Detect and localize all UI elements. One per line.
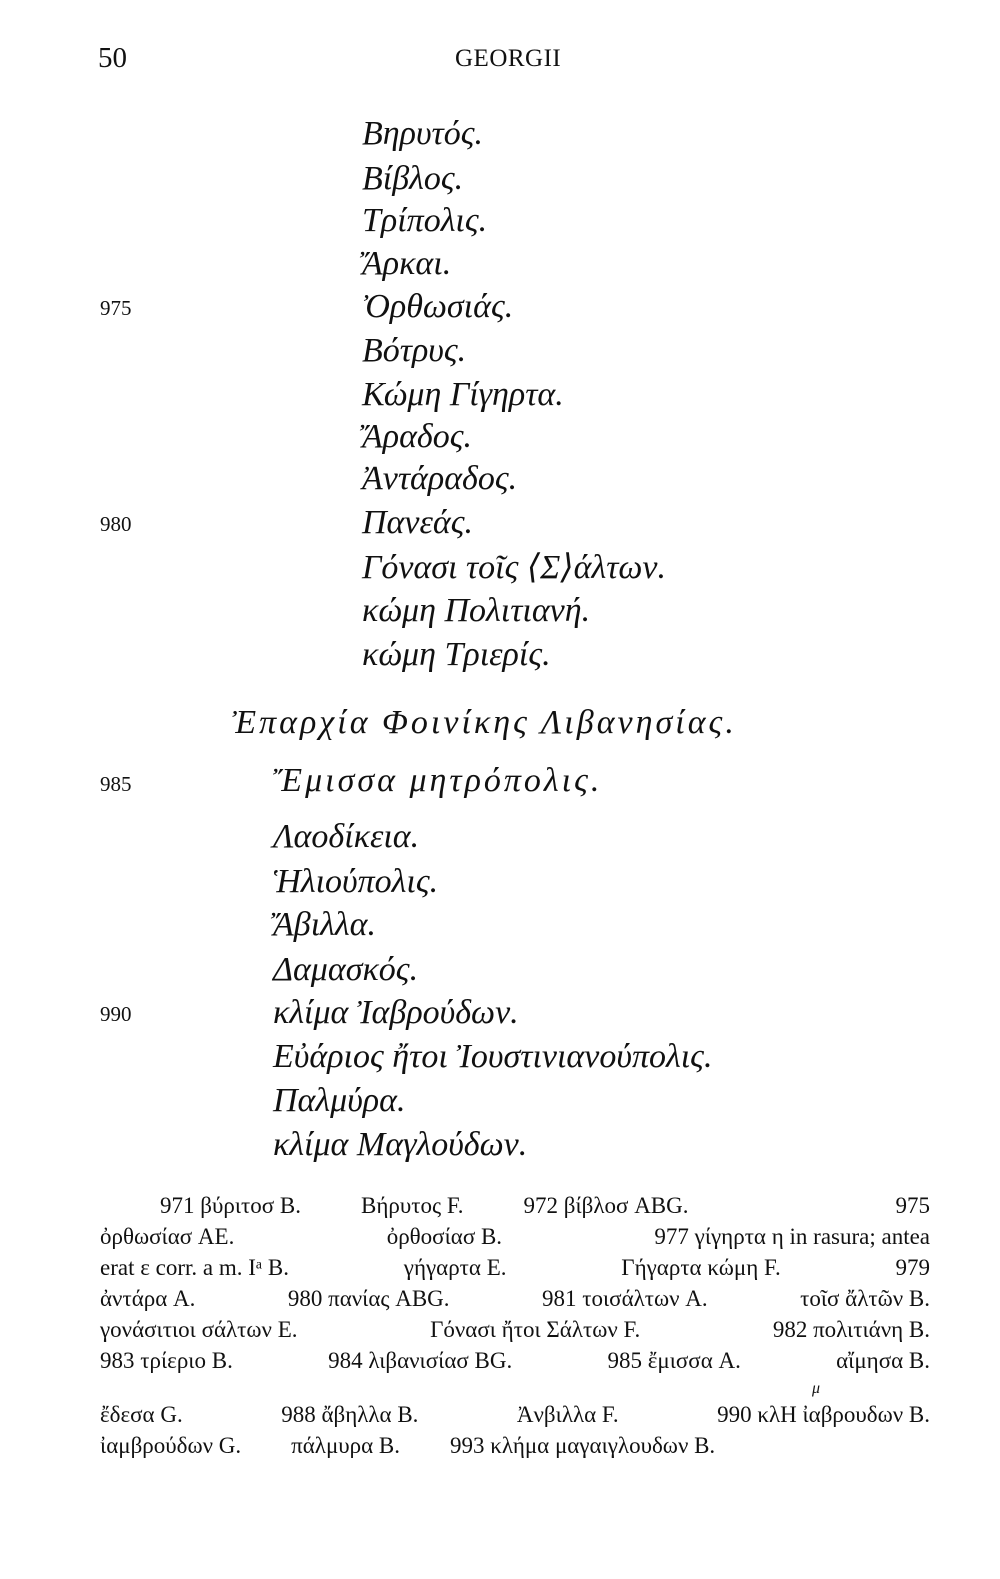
text-line: κώμη Πολιτιανή. [362,592,591,629]
apparatus-entry: ὀρθωσίασ AE. [100,1224,235,1249]
apparatus-entry: 982 πολιτιάνη B. [772,1317,930,1342]
section-heading: Ἐπαρχία Φοινίκης Λιβανησίας. [232,704,737,741]
apparatus-entry: 990 κλΗ ἰαβρουδων B. [717,1402,930,1427]
apparatus-entry: γήγαρτα E. [403,1255,507,1280]
text-line: κλίμα Ἰαβρούδων. [273,994,519,1031]
text-line: Βότρυς. [362,332,467,369]
text-line: Ἄβιλλα. [273,906,376,943]
apparatus-entry: 975 [895,1193,930,1218]
page-number: 50 [98,42,127,74]
text-line: Ἀντάραδος. [362,460,518,497]
apparatus-entry: 984 λιβανισίασ BG. [328,1348,513,1373]
line-number: 990 [100,1002,132,1026]
line-number: 975 [100,296,132,320]
apparatus-entry: 993 κλήμα μαγαιγλουδων B. [450,1433,716,1458]
apparatus-line [100,1345,930,1376]
text-line: Βηρυτός. [362,115,484,152]
text-line: Δαμασκός. [273,951,419,988]
running-title: GEORGII [455,45,562,72]
apparatus-entry: 977 γίγηρτα η in rasura; antea [654,1224,930,1249]
text-line: Εὐάριος ἤτοι Ἰουστινιανούπολις. [273,1038,713,1075]
text-line: Ἡλιούπολις. [273,863,439,900]
text-line: Ἄρκαι. [362,245,452,282]
text-line: κώμη Τριερίς. [362,636,551,673]
text-line: Παλμύρα. [273,1082,406,1119]
text-line: Τρίπολις. [362,202,488,239]
text-line: Βίβλος. [362,160,464,197]
apparatus-entry: 983 τρίεριο B. [100,1348,233,1373]
apparatus-entry: 981 τοισάλτων A. [541,1286,708,1311]
apparatus-entry: αἴμησα B. [836,1348,930,1373]
text-line: Πανεάς. [362,504,474,541]
apparatus-entry: 980 πανίας ABG. [287,1286,450,1311]
apparatus-line [100,1314,930,1345]
apparatus-entry: τοῖσ ἄλτῶν B. [800,1286,930,1311]
apparatus-entry: erat ε corr. a m. Iᵃ B. [100,1255,290,1280]
apparatus-line [100,1283,930,1314]
metropolis-line: Ἔμισσα μητρόπολις. [273,762,603,799]
apparatus-entry: Ἀνβιλλα F. [516,1402,619,1427]
text-line: κλίμα Μαγλούδων. [273,1126,528,1163]
text-line: Ἄραδος. [362,418,473,455]
apparatus-entry: 985 ἔμισσα A. [607,1348,741,1373]
apparatus-line [100,1380,930,1430]
text-line: Ὀρθωσιάς. [362,288,514,325]
apparatus-line [100,1190,930,1221]
text-line: Κώμη Γίγηρτα. [362,376,564,413]
apparatus-entry: Γόνασι ἤτοι Σάλτων F. [430,1317,641,1342]
apparatus-entry: ἀντάρα A. [100,1286,196,1311]
apparatus-entry: Βήρυτος F. [361,1193,464,1218]
apparatus-entry: 971 βύριτοσ B. [160,1193,301,1218]
text-line: Γόνασι τοῖς ⟨Σ⟩άλτων. [362,549,666,586]
apparatus-entry: γονάσιτιοι σάλτων E. [100,1317,298,1342]
apparatus-entry: ἔδεσα G. [100,1402,183,1427]
apparatus-entry: Γήγαρτα κώμη F. [621,1255,781,1280]
text-line: Λαοδίκεια. [273,818,420,855]
apparatus-line [100,1221,930,1252]
line-number: 985 [100,772,132,796]
apparatus-entry: πάλμυρα B. [291,1433,401,1458]
apparatus-line [100,1252,930,1283]
superscript-mu: μ [812,1380,821,1397]
apparatus-entry: ὀρθοσίασ B. [386,1224,503,1249]
apparatus-entry: ἰαμβρούδων G. [100,1433,242,1458]
apparatus-entry: 988 ἄβηλλα B. [281,1402,419,1427]
apparatus-line [100,1430,930,1461]
apparatus-entry: 972 βίβλοσ ABG. [523,1193,689,1218]
line-number: 980 [100,512,132,536]
critical-apparatus [100,1190,930,1461]
apparatus-entry: 979 [895,1255,930,1280]
